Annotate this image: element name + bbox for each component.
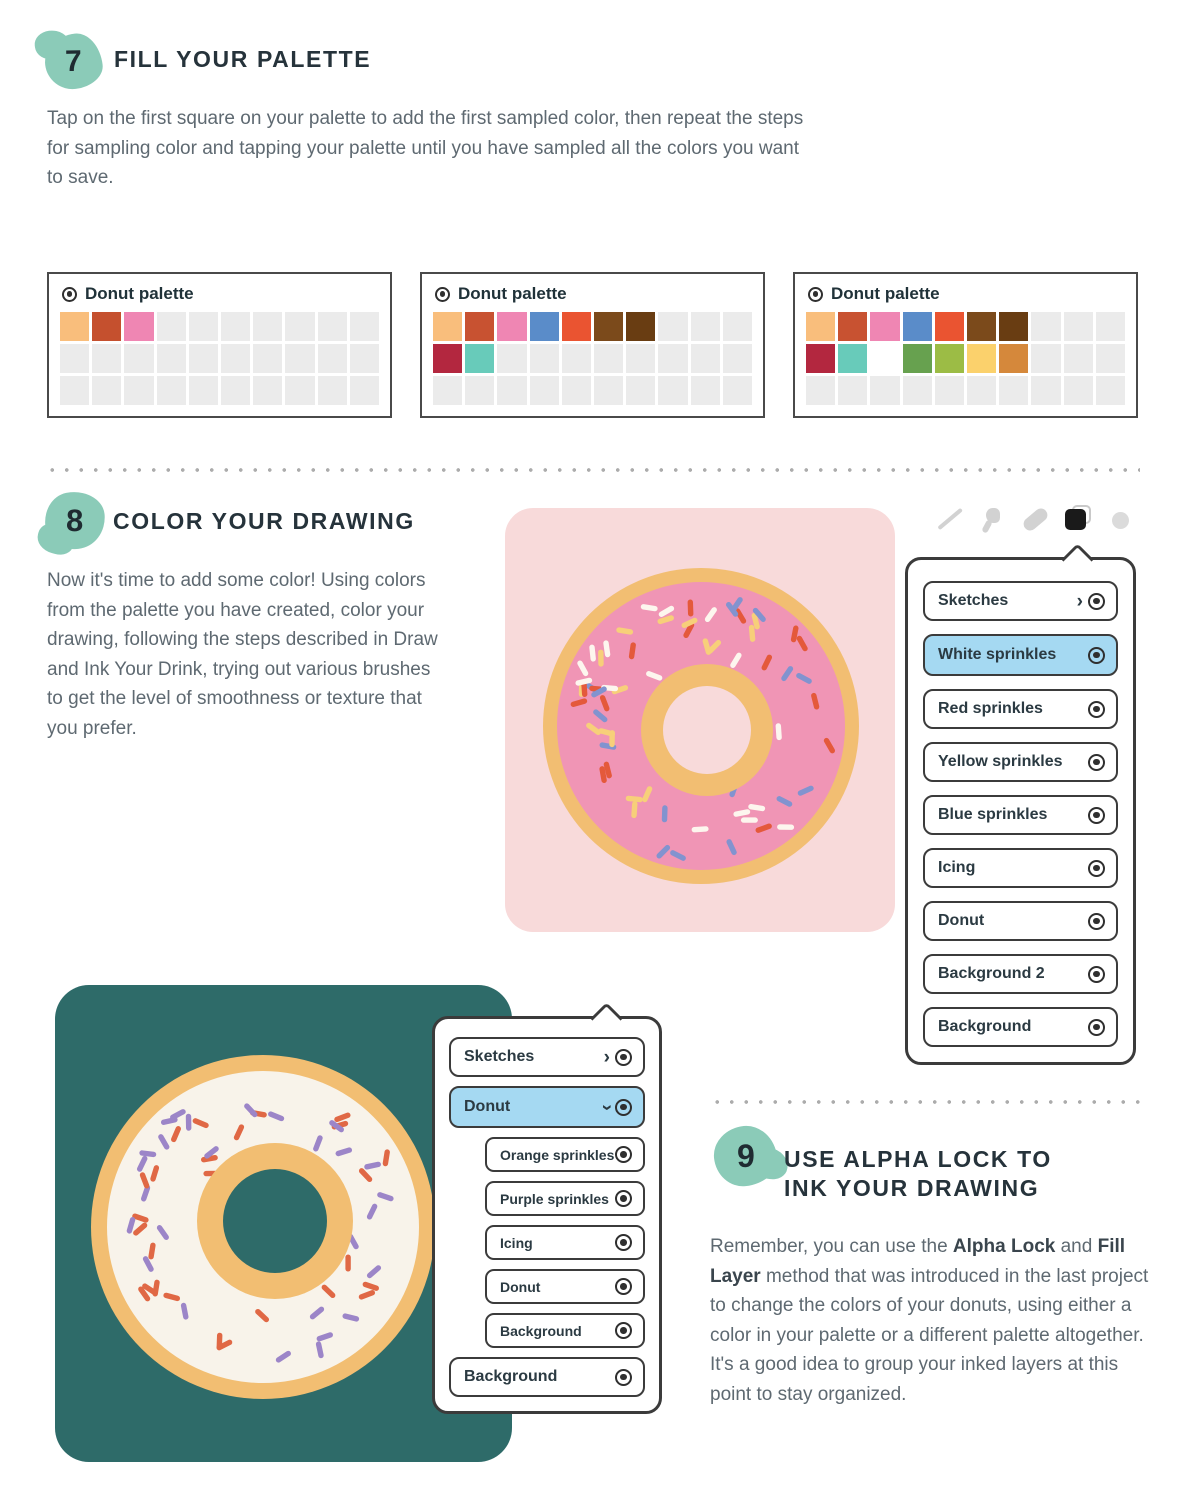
layer-label: Background 2: [938, 965, 1045, 982]
palette-card: [793, 272, 1138, 418]
palette-swatch[interactable]: [1096, 344, 1125, 373]
dotted-divider: [710, 1100, 1140, 1104]
palette-swatch[interactable]: [350, 376, 379, 405]
record-icon[interactable]: [615, 1146, 632, 1163]
palette-swatch[interactable]: [350, 312, 379, 341]
layer-label: Red sprinkles: [938, 700, 1043, 717]
layer-row-donut[interactable]: [485, 1269, 645, 1304]
record-icon[interactable]: [1088, 860, 1105, 877]
palette-swatch[interactable]: [723, 376, 752, 405]
palette-swatch[interactable]: [838, 344, 867, 373]
palette-swatch-grid: [806, 312, 1125, 405]
layer-label: Background: [464, 1368, 558, 1385]
palette-screenshots: [47, 272, 1138, 418]
layer-label: Donut: [500, 1278, 541, 1295]
palette-swatch[interactable]: [1031, 312, 1060, 341]
palette-swatch[interactable]: [285, 312, 314, 341]
layer-row-background[interactable]: [923, 1007, 1118, 1047]
palette-swatch[interactable]: [903, 376, 932, 405]
palette-swatch[interactable]: [1031, 376, 1060, 405]
record-icon: [435, 287, 450, 302]
layers-icon[interactable]: [1065, 504, 1091, 534]
body-segment: method that was introduced in the last project to change the colors of your donuts, using either a color in your palette or a different palette altogether. It's a good idea to group your inked layers at this point to stay organized.: [710, 1265, 1149, 1405]
layer-row-background[interactable]: [449, 1357, 645, 1397]
layer-label: Sketches: [464, 1048, 535, 1065]
step-8-body: Now it's time to add some color! Using colors from the palette you have created, color your drawing, following the steps described in Draw and Ink Your Drink, trying out various brushes to get the level of smoothness or texture that you prefer.: [47, 570, 438, 739]
palette-swatch[interactable]: [285, 344, 314, 373]
chevron-right-icon[interactable]: ›: [603, 1046, 610, 1068]
record-icon[interactable]: [1088, 966, 1105, 983]
palette-swatch[interactable]: [999, 312, 1028, 341]
palette-swatch[interactable]: [658, 376, 687, 405]
record-icon[interactable]: [1088, 701, 1105, 718]
palette-swatch[interactable]: [285, 376, 314, 405]
body-segment: and: [1055, 1236, 1098, 1257]
palette-swatch[interactable]: [903, 344, 932, 373]
record-icon[interactable]: [1088, 1019, 1105, 1036]
palette-swatch[interactable]: [838, 312, 867, 341]
palette-swatch[interactable]: [433, 376, 462, 405]
palette-swatch[interactable]: [838, 376, 867, 405]
palette-swatch[interactable]: [221, 312, 250, 341]
palette-swatch[interactable]: [221, 376, 250, 405]
layer-label: Background: [938, 1018, 1032, 1035]
palette-swatch[interactable]: [806, 344, 835, 373]
palette-swatch[interactable]: [253, 312, 282, 341]
emphasized-term: Fill Layer: [710, 1236, 1126, 1287]
palette-swatch[interactable]: [562, 376, 591, 405]
layer-row-orange-sprinkles[interactable]: [485, 1137, 645, 1172]
palette-swatch[interactable]: [221, 344, 250, 373]
record-icon[interactable]: [1088, 754, 1105, 771]
palette-swatch[interactable]: [691, 376, 720, 405]
step-9-body: [710, 1232, 1151, 1409]
palette-swatch[interactable]: [935, 376, 964, 405]
step-7-badge: 7: [42, 31, 105, 93]
palette-swatch[interactable]: [92, 344, 121, 373]
color-disc-icon[interactable]: [1108, 504, 1134, 534]
palette-swatch[interactable]: [626, 312, 655, 341]
smudge-icon[interactable]: [979, 504, 1005, 534]
palette-swatch[interactable]: [157, 376, 186, 405]
palette-swatch[interactable]: [806, 312, 835, 341]
layer-label: Icing: [938, 859, 976, 876]
record-icon[interactable]: [1088, 593, 1105, 610]
record-icon[interactable]: [1088, 913, 1105, 930]
layer-row-yellow-sprinkles[interactable]: [923, 742, 1118, 782]
body-segment: Remember, you can use the: [710, 1236, 953, 1257]
palette-swatch[interactable]: [530, 376, 559, 405]
palette-swatch[interactable]: [691, 312, 720, 341]
palette-swatch[interactable]: [935, 344, 964, 373]
layer-label: Blue sprinkles: [938, 806, 1048, 823]
layer-row-sketches[interactable]: [449, 1037, 645, 1077]
palette-swatch[interactable]: [497, 376, 526, 405]
record-icon[interactable]: [1088, 647, 1105, 664]
palette-swatch[interactable]: [562, 312, 591, 341]
palette-swatch[interactable]: [1096, 376, 1125, 405]
palette-swatch[interactable]: [999, 376, 1028, 405]
layer-row-background[interactable]: [485, 1313, 645, 1348]
colored-donut-canvas: [505, 508, 895, 932]
palette-card: [47, 272, 392, 418]
palette-swatch[interactable]: [870, 312, 899, 341]
layer-label: Donut: [464, 1098, 511, 1115]
palette-swatch[interactable]: [124, 312, 153, 341]
layer-row-background-2[interactable]: [923, 954, 1118, 994]
palette-swatch[interactable]: [124, 344, 153, 373]
palette-title: Donut palette: [85, 284, 194, 303]
layer-label: Background: [500, 1322, 582, 1339]
palette-swatch[interactable]: [433, 312, 462, 341]
step-7-title: FILL YOUR PALETTE: [114, 46, 372, 72]
palette-swatch[interactable]: [530, 344, 559, 373]
palette-swatch[interactable]: [253, 376, 282, 405]
layer-row-sketches[interactable]: [923, 581, 1118, 621]
step-9-title-line2: INK YOUR DRAWING: [784, 1175, 1040, 1201]
step-9-title-line1: USE ALPHA LOCK TO: [784, 1146, 1052, 1172]
pencil-icon[interactable]: [936, 504, 962, 534]
palette-swatch[interactable]: [530, 312, 559, 341]
layers-panel-right: [905, 557, 1136, 1065]
record-icon[interactable]: [615, 1369, 632, 1386]
panel-callout-notch: [590, 1002, 623, 1035]
emphasized-term: Alpha Lock: [952, 1236, 1056, 1257]
palette-swatch[interactable]: [92, 312, 121, 341]
palette-swatch[interactable]: [497, 312, 526, 341]
palette-swatch[interactable]: [691, 344, 720, 373]
layers-panel-left: [432, 1016, 662, 1414]
layer-label: Sketches: [938, 592, 1009, 609]
palette-swatch[interactable]: [465, 312, 494, 341]
layer-label: Orange sprinkles: [500, 1146, 615, 1163]
pink-donut-illustration: [505, 508, 895, 932]
layer-row-white-sprinkles[interactable]: [923, 634, 1118, 676]
palette-swatch[interactable]: [253, 344, 282, 373]
record-icon[interactable]: [615, 1190, 632, 1207]
palette-swatch[interactable]: [350, 344, 379, 373]
palette-swatch[interactable]: [124, 376, 153, 405]
layer-row-donut[interactable]: [923, 901, 1118, 941]
layer-row-red-sprinkles[interactable]: [923, 689, 1118, 729]
palette-swatch[interactable]: [465, 376, 494, 405]
layer-row-icing[interactable]: [485, 1225, 645, 1260]
palette-swatch[interactable]: [318, 312, 347, 341]
palette-swatch[interactable]: [935, 312, 964, 341]
palette-title: Donut palette: [458, 284, 567, 303]
record-icon: [62, 287, 77, 302]
eraser-icon[interactable]: [1022, 504, 1048, 534]
palette-swatch[interactable]: [626, 376, 655, 405]
palette-swatch[interactable]: [1031, 344, 1060, 373]
palette-swatch[interactable]: [594, 312, 623, 341]
palette-swatch[interactable]: [157, 312, 186, 341]
palette-swatch[interactable]: [60, 344, 89, 373]
chevron-down-icon[interactable]: ›: [596, 1103, 618, 1111]
palette-swatch[interactable]: [318, 376, 347, 405]
palette-swatch[interactable]: [903, 312, 932, 341]
palette-swatch[interactable]: [658, 344, 687, 373]
palette-card-header: [422, 274, 763, 312]
palette-card-header: [795, 274, 1136, 312]
layer-label: Donut: [938, 912, 985, 929]
layer-label: White sprinkles: [938, 646, 1057, 663]
palette-swatch[interactable]: [1064, 312, 1093, 341]
palette-swatch[interactable]: [594, 344, 623, 373]
dotted-divider: [45, 468, 1140, 472]
palette-card: [420, 272, 765, 418]
record-icon[interactable]: [615, 1049, 632, 1066]
layer-row-purple-sprinkles[interactable]: [485, 1181, 645, 1216]
palette-swatch[interactable]: [626, 344, 655, 373]
palette-swatch[interactable]: [594, 376, 623, 405]
palette-swatch[interactable]: [806, 376, 835, 405]
palette-swatch[interactable]: [870, 376, 899, 405]
palette-swatch[interactable]: [999, 344, 1028, 373]
palette-swatch[interactable]: [497, 344, 526, 373]
panel-callout-notch: [1061, 543, 1094, 576]
record-icon[interactable]: [615, 1099, 632, 1116]
record-icon[interactable]: [1088, 807, 1105, 824]
record-icon[interactable]: [615, 1322, 632, 1339]
palette-swatch[interactable]: [1064, 376, 1093, 405]
palette-swatch[interactable]: [1064, 344, 1093, 373]
palette-swatch[interactable]: [189, 344, 218, 373]
layer-row-donut[interactable]: [449, 1086, 645, 1128]
procreate-toolbar: [936, 502, 1134, 536]
step-7-body: Tap on the first square on your palette to add the first sampled color, then repeat the steps for sampling color and tapping your palette until you have sampled all the colors you want to save.: [47, 108, 804, 188]
palette-swatch[interactable]: [433, 344, 462, 373]
palette-swatch[interactable]: [870, 344, 899, 373]
palette-swatch[interactable]: [189, 312, 218, 341]
step-8-badge: 8: [43, 489, 108, 551]
palette-swatch[interactable]: [723, 344, 752, 373]
layer-label: Yellow sprinkles: [938, 753, 1063, 770]
record-icon: [808, 287, 823, 302]
record-icon[interactable]: [615, 1234, 632, 1251]
step-9-badge: 9: [711, 1123, 780, 1189]
record-icon[interactable]: [615, 1278, 632, 1295]
palette-swatch[interactable]: [465, 344, 494, 373]
palette-swatch[interactable]: [658, 312, 687, 341]
layer-row-icing[interactable]: [923, 848, 1118, 888]
step-9-title: [784, 1145, 1052, 1203]
layer-label: Icing: [500, 1234, 533, 1251]
palette-swatch[interactable]: [92, 376, 121, 405]
palette-swatch[interactable]: [60, 312, 89, 341]
palette-swatch[interactable]: [318, 344, 347, 373]
palette-swatch[interactable]: [60, 376, 89, 405]
palette-swatch[interactable]: [1096, 312, 1125, 341]
palette-swatch[interactable]: [562, 344, 591, 373]
palette-swatch[interactable]: [189, 376, 218, 405]
palette-swatch[interactable]: [723, 312, 752, 341]
layer-label: Purple sprinkles: [500, 1190, 609, 1207]
palette-swatch[interactable]: [967, 312, 996, 341]
palette-title: Donut palette: [831, 284, 940, 303]
layer-row-blue-sprinkles[interactable]: [923, 795, 1118, 835]
palette-swatch-grid: [60, 312, 379, 405]
palette-swatch-grid: [433, 312, 752, 405]
step-8-title: COLOR YOUR DRAWING: [113, 508, 415, 534]
chevron-right-icon[interactable]: ›: [1076, 590, 1083, 612]
palette-swatch[interactable]: [967, 376, 996, 405]
palette-card-header: [49, 274, 390, 312]
palette-swatch[interactable]: [967, 344, 996, 373]
palette-swatch[interactable]: [157, 344, 186, 373]
